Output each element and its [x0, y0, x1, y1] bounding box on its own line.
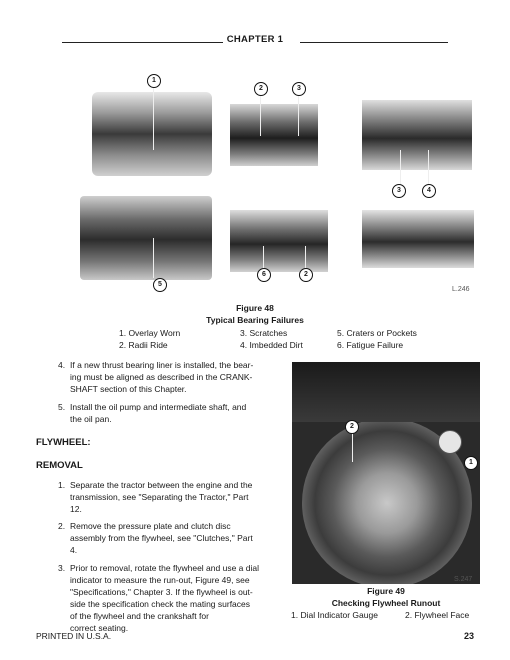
leader-line — [153, 80, 154, 150]
callout-1: 1 — [147, 74, 161, 88]
bearing-photo-fatigue — [362, 210, 474, 268]
step-4 — [58, 359, 283, 397]
legend-item: 4. Imbedded Dirt — [240, 340, 303, 350]
page-number: 23 — [464, 631, 475, 641]
figure-49-title: Checking Flywheel Runout — [331, 598, 441, 608]
callout-3: 3 — [292, 82, 306, 96]
step-number: 1. — [58, 480, 66, 490]
callout-2: 2 — [345, 420, 359, 434]
removal-step-2 — [58, 520, 283, 558]
figure-49-photo — [292, 362, 480, 584]
bearing-photo-radii-ride — [230, 104, 318, 166]
bearing-photo-overlay-worn — [92, 92, 212, 176]
step-5 — [58, 401, 283, 427]
text-line: "Specifications," Chapter 3. If the flywheel is out- — [70, 587, 253, 597]
callout-2b: 2 — [299, 268, 313, 282]
removal-step-1 — [58, 479, 283, 517]
step-number: 5. — [58, 402, 66, 412]
text-line: 4. — [70, 545, 78, 555]
legend-item: 3. Scratches — [240, 328, 288, 338]
text-line: Install the oil pump and intermediate shaft, and — [70, 402, 247, 412]
step-number: 3. — [58, 563, 66, 573]
text-line: If a new thrust bearing liner is installed, the bear- — [70, 360, 254, 370]
leader-line — [305, 246, 306, 268]
text-line: SHAFT section of this Chapter. — [70, 384, 187, 394]
leader-line — [260, 96, 261, 136]
callout-4: 4 — [422, 184, 436, 198]
text-line: Remove the pressure plate and clutch disc — [70, 521, 231, 531]
step-number: 2. — [58, 521, 66, 531]
text-line: indicator to measure the run-out, Figure 49, see — [70, 575, 250, 585]
section-heading-removal: REMOVAL — [36, 460, 83, 471]
text-line: 12. — [70, 504, 82, 514]
dial-indicator-gauge — [438, 430, 462, 454]
bearing-photo-craters — [80, 196, 212, 280]
figure-48-title: Typical Bearing Failures — [206, 315, 304, 325]
legend-item: 2. Radii Ride — [119, 340, 168, 350]
bellhousing-shadow — [292, 362, 480, 422]
callout-3b: 3 — [392, 184, 406, 198]
text-line: the oil pan. — [70, 414, 112, 424]
legend-item: 1. Dial Indicator Gauge — [291, 610, 378, 620]
footer-printed: PRINTED IN U.S.A. — [36, 631, 112, 641]
callout-1: 1 — [464, 456, 478, 470]
text-line: Separate the tractor between the engine and the — [70, 480, 253, 490]
chapter-heading: CHAPTER 1 — [0, 34, 510, 45]
text-line: assembly from the flywheel, see "Clutches," Part — [70, 533, 253, 543]
figure-48-label: Figure 48 — [236, 303, 274, 313]
bearing-photo-imbedded-dirt — [230, 210, 328, 272]
text-line: correct seating. — [70, 623, 129, 633]
text-line: Prior to removal, rotate the flywheel and use a dial — [70, 563, 259, 573]
step-number: 4. — [58, 360, 66, 370]
leader-line — [153, 238, 154, 278]
figure-48-code: L.246 — [452, 286, 470, 293]
leader-line — [263, 246, 264, 268]
bearing-photo-scratches — [362, 100, 472, 170]
callout-2: 2 — [254, 82, 268, 96]
callout-6: 6 — [257, 268, 271, 282]
legend-item: 5. Craters or Pockets — [337, 328, 417, 338]
legend-item: 6. Fatigue Failure — [337, 340, 404, 350]
text-line: side the specification check the mating surfaces — [70, 599, 251, 609]
leader-line — [298, 96, 299, 136]
figure-49-code: S.247 — [454, 576, 473, 583]
text-line: of the flywheel and the crankshaft for — [70, 611, 209, 621]
figure-49-label: Figure 49 — [367, 586, 405, 596]
section-heading-flywheel: FLYWHEEL: — [36, 437, 91, 448]
callout-5: 5 — [153, 278, 167, 292]
removal-step-3 — [58, 562, 283, 636]
legend-item: 1. Overlay Worn — [119, 328, 181, 338]
legend-item: 2. Flywheel Face — [405, 610, 470, 620]
figure-48-photo — [80, 60, 480, 300]
leader-line — [352, 432, 353, 462]
text-line: transmission, see "Separating the Tractor," Part — [70, 492, 249, 502]
text-line: ing must be aligned as described in the CRANK- — [70, 372, 253, 382]
